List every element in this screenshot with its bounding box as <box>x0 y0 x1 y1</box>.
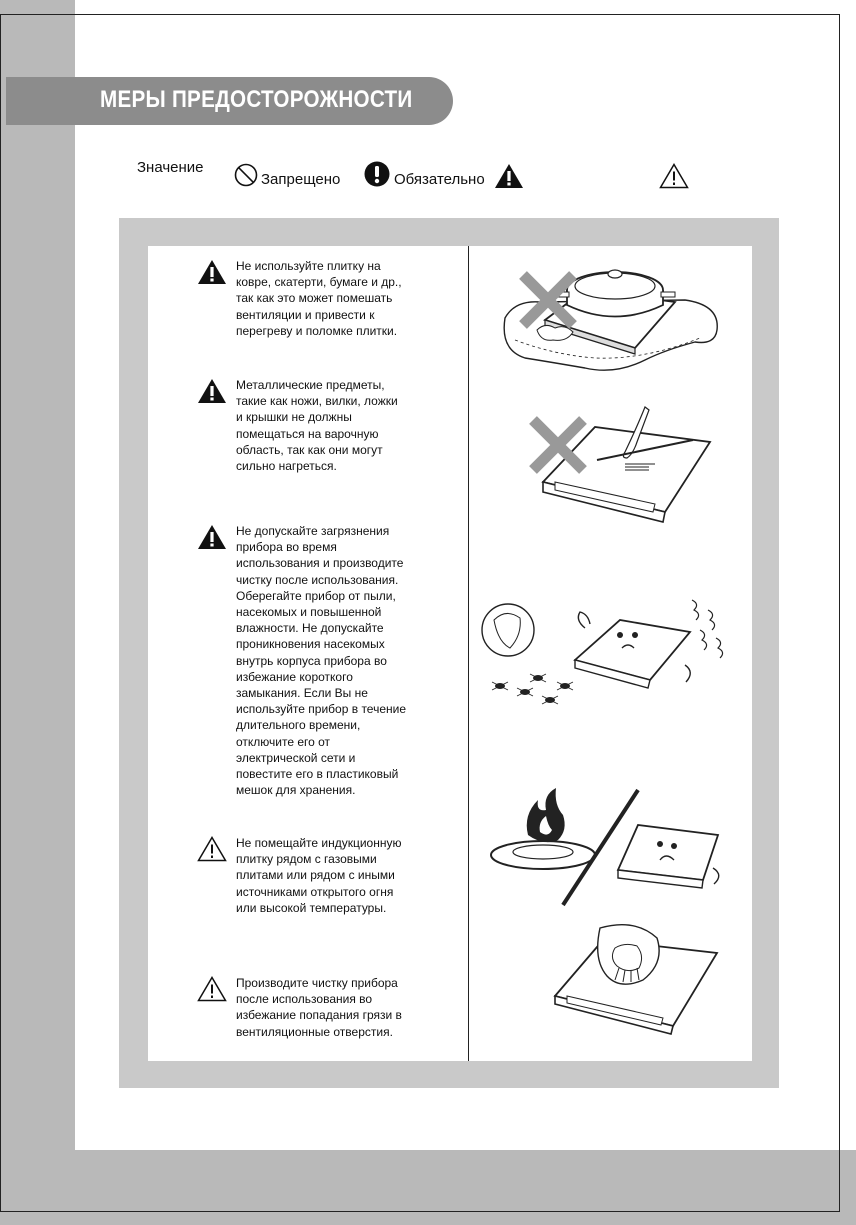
prohibited-icon <box>234 163 258 187</box>
warning-outline-icon <box>197 836 227 862</box>
warning-filled-icon <box>197 378 227 404</box>
mandatory-icon <box>364 161 390 187</box>
precaution-text: Производите чистку прибора после использования во избежание попадания грязи в вентиляционные отверстия. <box>236 976 402 1039</box>
legend-prohibited-label: Запрещено <box>261 171 341 188</box>
precaution-text: Не допускайте загрязнения прибора во время использования и производите чистку после использования. Оберегайте прибор от пыли, насекомых и повышенной влажности. Не допускайте проникновения насекомых внутрь корпуса прибора во избежание короткого замыкания. Если Вы не используйте прибор в течение длительного времени, отключите его от электрической сети и повестите его в пластиковый мешок для хранения. <box>236 524 407 798</box>
precaution-text: Не используйте плитку на ковре, скатерти, бумаге и др., так как это может помешать вентиляции и привести к перегреву и поломке плитки. <box>236 259 402 338</box>
precaution-text: Металлические предметы, такие как ножи, вилки, ложки и крышки не должны помещаться на варочную область, так как они могут сильно нагреться. <box>236 378 398 474</box>
precaution-item-cleaning <box>197 975 437 1050</box>
warning-outline-icon <box>659 163 689 189</box>
warning-outline-icon <box>197 976 227 1002</box>
symbol-legend <box>137 158 697 192</box>
warning-filled-icon <box>494 163 524 189</box>
precaution-item-open-fire <box>197 835 437 925</box>
page-title: МЕРЫ ПРЕДОСТОРОЖНОСТИ <box>100 86 413 113</box>
illustration-dirty-cooktop-insects <box>480 590 740 715</box>
legend-mandatory-label: Обязательно <box>394 171 485 188</box>
precaution-item-carpet <box>197 258 437 348</box>
precaution-item-cleanliness <box>197 523 437 813</box>
precaution-text: Не помещайте индукционную плитку рядом с газовыми плитами или рядом с иными источниками открытого огня или высокой температуры. <box>236 836 402 915</box>
illustration-cooktop-on-tablecloth <box>495 250 730 380</box>
illustration-cooktop-with-utensils <box>525 402 715 532</box>
precaution-item-metal <box>197 377 437 487</box>
column-divider <box>468 246 469 1061</box>
illustration-cooktop-near-fire <box>488 780 738 910</box>
legend-meaning-label: Значение <box>137 159 204 176</box>
warning-filled-icon <box>197 259 227 285</box>
illustration-cleaning-cooktop <box>545 918 725 1038</box>
warning-filled-icon <box>197 524 227 550</box>
